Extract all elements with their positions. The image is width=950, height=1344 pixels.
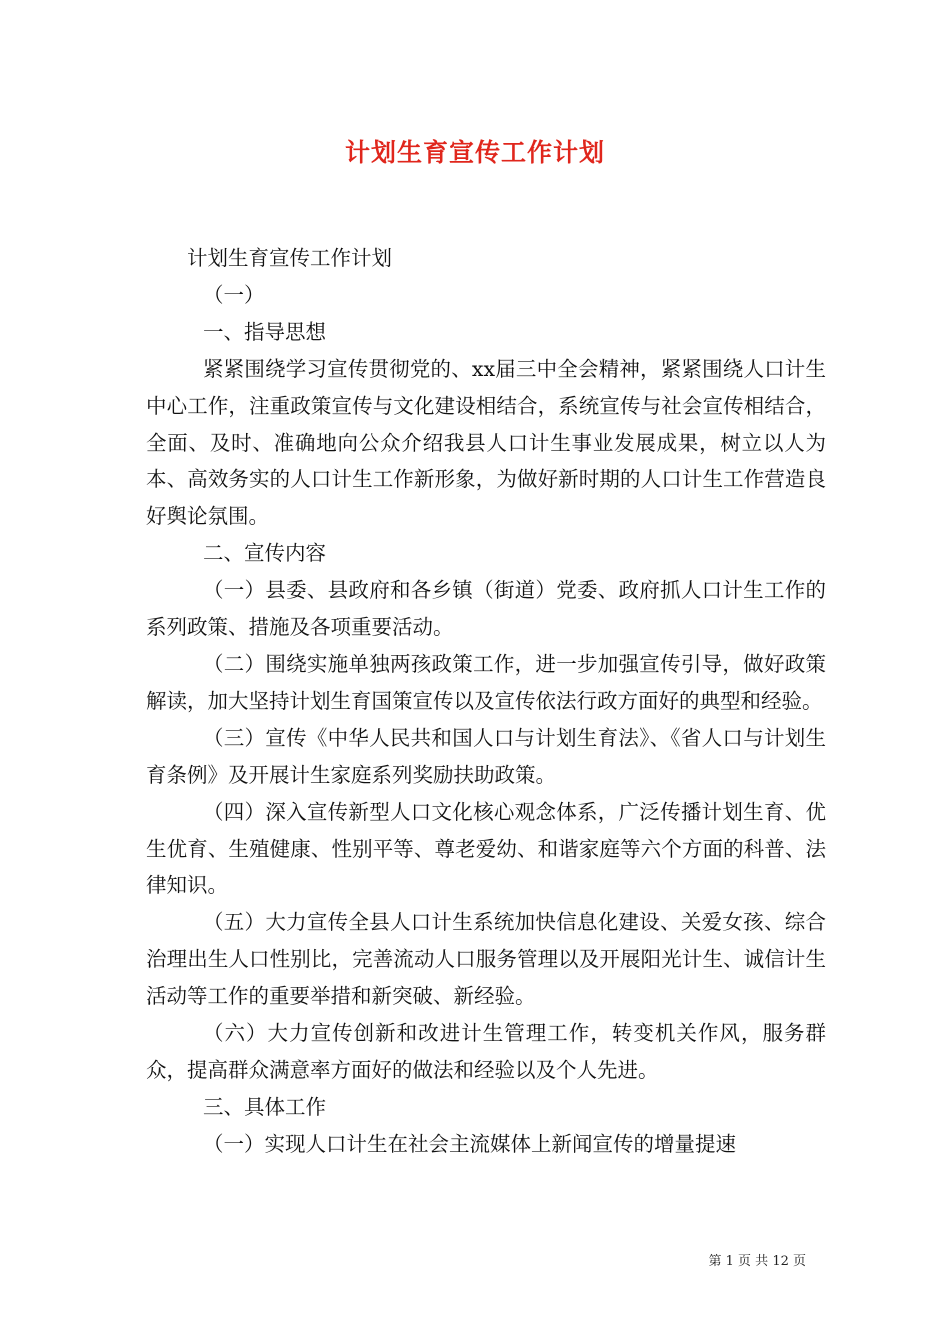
content-item-1: （一）县委、县政府和各乡镇（街道）党委、政府抓人口计生工作的系列政策、措施及各项重要活动。 (146, 578, 826, 640)
document-title: 计划生育宣传工作计划 (344, 138, 605, 167)
section-heading-content: 二、宣传内容 (203, 541, 326, 566)
content-item-3: （三）宣传《中华人民共和国人口与计划生育法》、《省人口与计划生育条例》及开展计生家庭系列奖励扶助政策。 (146, 725, 826, 787)
content-item-4: （四）深入宣传新型人口文化核心观念体系，广泛传播计划生育、优生优育、生殖健康、性别平等、尊老爱幼、和谐家庭等六个方面的科普、法律知识。 (146, 799, 826, 898)
content-item-5: （五）大力宣传全县人口计生系统加快信息化建设、关爱女孩、综合治理出生人口性别比，完善流动人口服务管理以及开展阳光计生、诚信计生活动等工作的重要举措和新突破、新经验。 (146, 910, 826, 1009)
paragraph-part-number: （一） (203, 282, 265, 307)
paragraph-heading: 计划生育宣传工作计划 (187, 246, 392, 270)
content-item-6: （六）大力宣传创新和改进计生管理工作，转变机关作风，服务群众，提高群众满意率方面好的做法和经验以及个人先进。 (146, 1021, 826, 1082)
paragraph-guiding-thought: 紧紧围绕学习宣传贯彻党的、xx届三中全会精神，紧紧围绕人口计生中心工作，注重政策宣传与文化建设相结合，系统宣传与社会宣传相结合，全面、及时、准确地向公众介绍我县人口计生事业发展成果，树立以人为本、高效务实的人口计生工作新形象，为做好新时期的人口计生工作营造良好舆论氛围。 (146, 356, 826, 529)
section-heading-specific-work: 三、具体工作 (203, 1094, 326, 1119)
content-item-2: （二）围绕实施单独两孩政策工作，进一步加强宣传引导，做好政策解读，加大坚持计划生育国策宣传以及宣传依法行政方面好的典型和经验。 (146, 651, 826, 713)
page-number-footer: 第 1 页 共 12 页 (708, 1254, 806, 1269)
section-heading-guiding-thought: 一、指导思想 (203, 319, 326, 344)
specific-work-item-1: （一）实现人口计生在社会主流媒体上新闻宣传的增量提速 (203, 1131, 736, 1156)
document-body (146, 240, 826, 1163)
